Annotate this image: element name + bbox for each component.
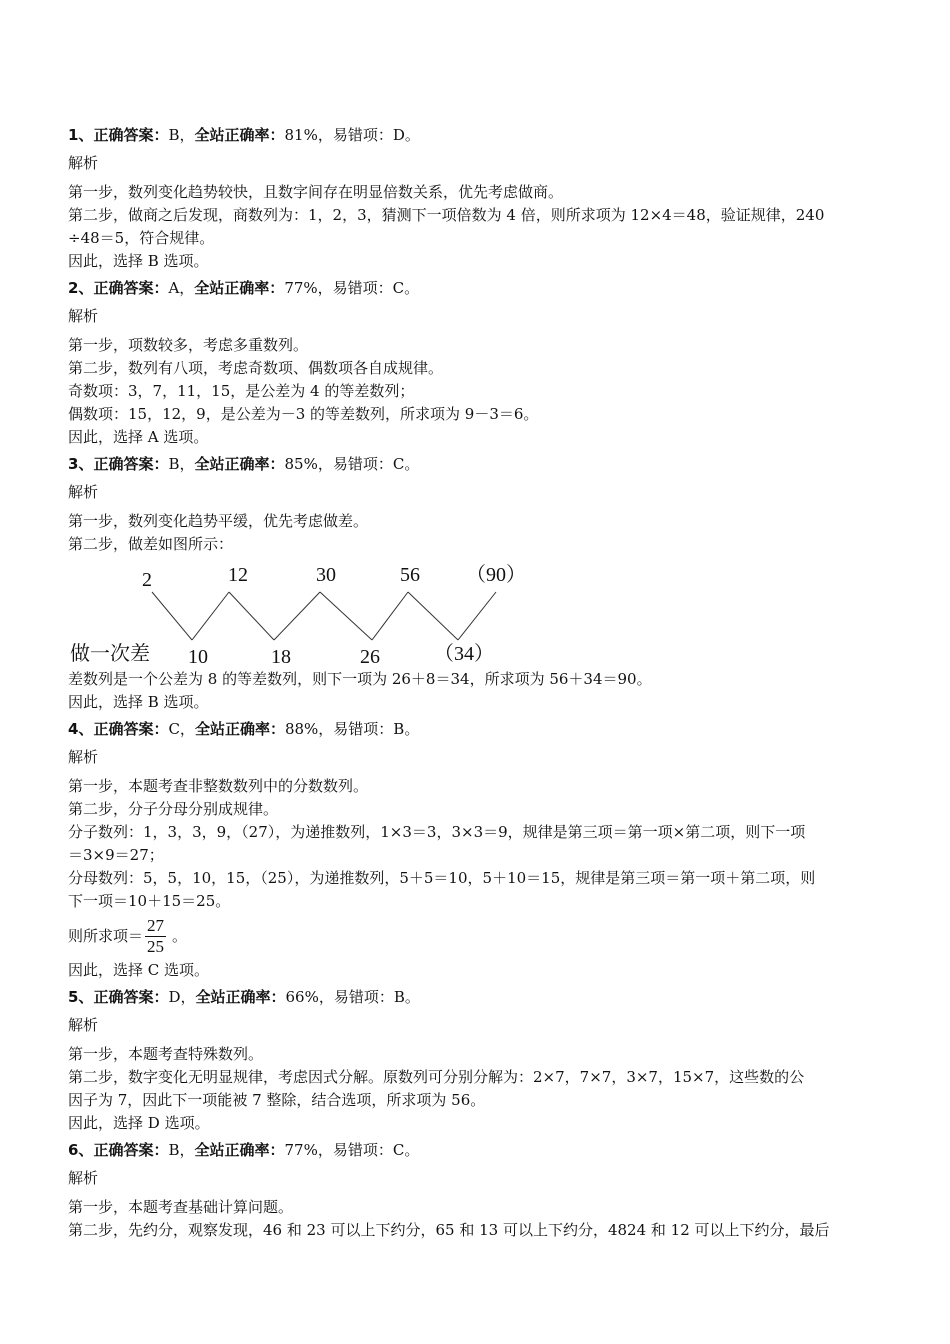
- analysis-line: 差数列是一个公差为 8 的等差数列，则下一项为 26＋8＝34，所求项为 56＋34＝90。: [68, 670, 652, 688]
- connector-line: [320, 592, 372, 640]
- analysis-heading: 解析: [68, 1016, 99, 1034]
- top-term: 2: [142, 569, 152, 591]
- analysis-line: ÷48＝5，符合规律。: [68, 229, 215, 247]
- connector-line: [372, 592, 408, 640]
- analysis-line: 下一项＝10＋15＝25。: [68, 892, 231, 910]
- analysis-heading: 解析: [68, 748, 99, 766]
- fraction-denominator: 25: [147, 936, 165, 956]
- correct-answer-value: C，: [168, 720, 195, 738]
- analysis-line: 因此，选择 C 选项。: [68, 961, 210, 979]
- question-3: [68, 453, 888, 714]
- correct-answer-value: A，: [168, 279, 195, 297]
- connector-line: [192, 592, 229, 640]
- difference-diagram: [68, 556, 888, 668]
- analysis-line: 因此，选择 B 选项。: [68, 693, 209, 711]
- accuracy-label: 全站正确率：: [194, 1141, 285, 1159]
- analysis-line: 分母数列：5，5，10，15，（25），为递推数列，5＋5＝10，5＋10＝15，规律是第三项＝第一项＋第二项，则: [68, 869, 816, 887]
- analysis-line: 第一步，项数较多，考虑多重数列。: [68, 336, 309, 354]
- accuracy-value: 66%，易错项：B。: [285, 988, 420, 1006]
- answer-document: [68, 122, 888, 1242]
- question-header: 3、正确答案：B，全站正确率：85%，易错项：C。: [68, 455, 420, 473]
- analysis-line: 第二步，数字变化无明显规律，考虑因式分解。原数列可分别分解为：2×7，7×7，3×7，15×7，这些数的公: [68, 1068, 805, 1086]
- correct-answer-label: 正确答案：: [93, 279, 169, 297]
- correct-answer-label: 正确答案：: [93, 1141, 169, 1159]
- question-header: 6、正确答案：B，全站正确率：77%，易错项：C。: [68, 1141, 420, 1159]
- analysis-line: 第二步，分子分母分别成规律。: [68, 800, 279, 818]
- analysis-line: 因此，选择 D 选项。: [68, 1114, 210, 1132]
- analysis-line: 第一步，数列变化趋势较快，且数字间存在明显倍数关系，优先考虑做商。: [68, 183, 564, 201]
- analysis-line: 因此，选择 B 选项。: [68, 252, 209, 270]
- connector-line: [458, 592, 496, 640]
- analysis-heading: 解析: [68, 154, 99, 172]
- question-header: 2、正确答案：A，全站正确率：77%，易错项：C。: [68, 279, 420, 297]
- analysis-heading: 解析: [68, 1169, 99, 1187]
- accuracy-label: 全站正确率：: [194, 279, 285, 297]
- accuracy-label: 全站正确率：: [194, 720, 285, 738]
- connector-line: [229, 592, 274, 640]
- connector-line: [408, 592, 458, 640]
- connector-line: [152, 592, 192, 640]
- top-term: 12: [228, 564, 248, 586]
- difference-term: （34）: [434, 643, 494, 665]
- analysis-line: 第二步，先约分，观察发现，46 和 23 可以上下约分，65 和 13 可以上下约分，4824 和 12 可以上下约分，最后: [68, 1221, 830, 1239]
- accuracy-value: 77%，易错项：C。: [284, 1141, 420, 1159]
- correct-answer-value: D，: [168, 988, 196, 1006]
- analysis-line: ＝3×9＝27；: [68, 846, 164, 864]
- question-2: [68, 277, 888, 449]
- accuracy-value: 85%，易错项：C。: [284, 455, 420, 473]
- analysis-line: 偶数项：15，12，9，是公差为－3 的等差数列，所求项为 9－3＝6。: [68, 405, 539, 423]
- analysis-line: 第二步，数列有八项，考虑奇数项、偶数项各自成规律。: [68, 359, 444, 377]
- analysis-line: 第二步，做差如图所示：: [68, 535, 234, 553]
- correct-answer-label: 正确答案：: [93, 126, 169, 144]
- analysis-heading: 解析: [68, 483, 99, 501]
- correct-answer-value: B，: [168, 455, 195, 473]
- analysis-line: 分子数列：1，3，3，9，（27），为递推数列，1×3＝3，3×3＝9，规律是第三项＝第一项×第二项，则下一项: [68, 823, 806, 841]
- analysis-line: 第二步，做商之后发现，商数列为：1，2，3，猜测下一项倍数为 4 倍，则所求项为 12×4＝48，验证规律，240: [68, 206, 825, 224]
- difference-term: 18: [271, 646, 291, 668]
- top-term: （90）: [466, 564, 526, 586]
- accuracy-label: 全站正确率：: [194, 126, 285, 144]
- question-5: [68, 986, 888, 1135]
- correct-answer-label: 正确答案：: [93, 455, 169, 473]
- question-4: [68, 718, 888, 982]
- analysis-line: 第一步，数列变化趋势平缓，优先考虑做差。: [68, 512, 369, 530]
- correct-answer-label: 正确答案：: [93, 988, 169, 1006]
- accuracy-value: 77%，易错项：C。: [284, 279, 420, 297]
- analysis-line: 第一步，本题考查非整数数列中的分数数列。: [68, 777, 369, 795]
- analysis-line: 因此，选择 A 选项。: [68, 428, 209, 446]
- fraction-result-line: 则所求项＝ $\frac{27}{25}$ 。: [68, 915, 188, 956]
- difference-term: 10: [188, 646, 208, 668]
- analysis-line: 奇数项：3，7，11，15，是公差为 4 的等差数列；: [68, 382, 415, 400]
- top-term: 30: [316, 564, 336, 586]
- analysis-line: 因子为 7，因此下一项能被 7 整除，结合选项，所求项为 56。: [68, 1091, 486, 1109]
- accuracy-value: 88%，易错项：B。: [284, 720, 420, 738]
- question-header: 5、正确答案：D，全站正确率：66%，易错项：B。: [68, 988, 420, 1006]
- correct-answer-value: B，: [168, 126, 195, 144]
- difference-term: 26: [360, 646, 380, 668]
- accuracy-label: 全站正确率：: [194, 455, 285, 473]
- correct-answer-label: 正确答案：: [93, 720, 169, 738]
- analysis-heading: 解析: [68, 307, 99, 325]
- analysis-line: 第一步，本题考查特殊数列。: [68, 1045, 264, 1063]
- top-term: 56: [400, 564, 420, 586]
- question-header: 1、正确答案：B，全站正确率：81%，易错项：D。: [68, 126, 420, 144]
- question-1: [68, 124, 888, 273]
- diagram-label: 做一次差: [70, 641, 150, 665]
- analysis-line: 第一步，本题考查基础计算问题。: [68, 1198, 294, 1216]
- difference-diagram-svg: [68, 556, 888, 668]
- question-6: [68, 1139, 888, 1242]
- fraction: [145, 916, 166, 957]
- question-header: 4、正确答案：C，全站正确率：88%，易错项：B。: [68, 720, 420, 738]
- correct-answer-value: B，: [168, 1141, 195, 1159]
- accuracy-value: 81%，易错项：D。: [284, 126, 420, 144]
- accuracy-label: 全站正确率：: [195, 988, 286, 1006]
- connector-line: [274, 592, 320, 640]
- fraction-numerator: 27: [147, 915, 165, 935]
